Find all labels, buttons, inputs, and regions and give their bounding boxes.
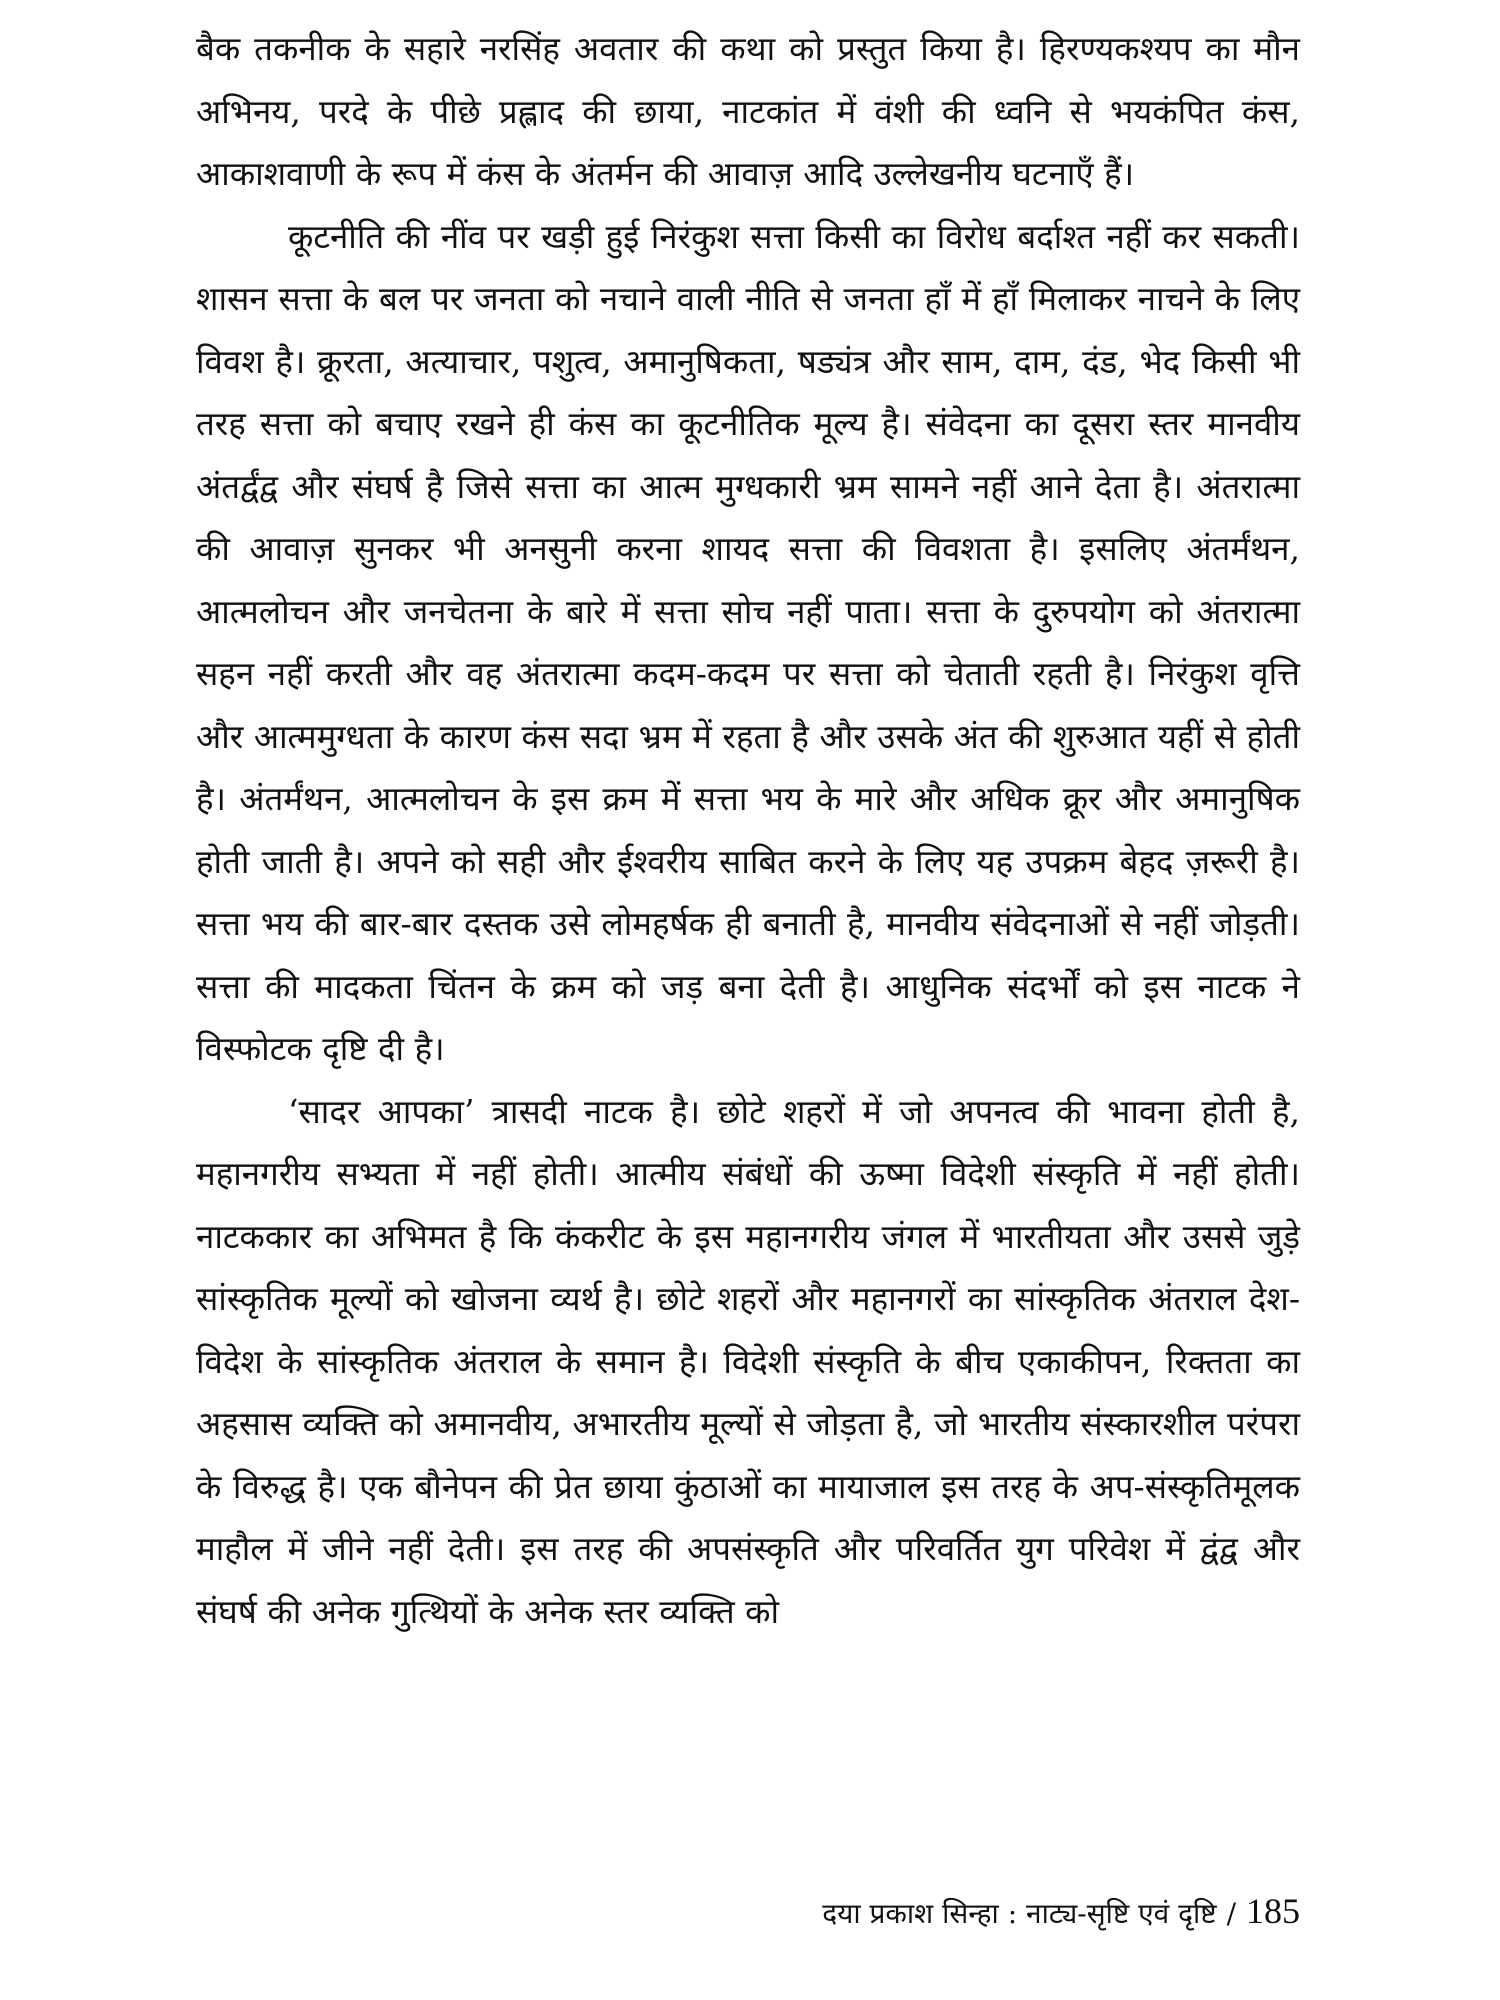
paragraph-2: कूटनीति की नींव पर खड़ी हुई निरंकुश सत्ता किसी का विरोध बर्दाश्त नहीं कर सकती। शासन सत्ता के बल पर जनता को नचाने वाली नीति से जनता हाँ में हाँ मिलाकर नाचने के लिए विवश है। क्रूरता, अत्याचार, पशुत्व, अमानुषिकता, षड्यंत्र और साम, दाम, दंड, भेद किसी भी तरह सत्ता को बचाए रखने ही कंस का कूटनीतिक मूल्य है। संवेदना का दूसरा स्तर मानवीय अंतर्द्वंद्व और संघर्ष है जिसे सत्ता का आत्म मुग्धकारी भ्रम सामने नहीं आने देता है। अंतरात्मा की आवाज़ सुनकर भी अनसुनी करना शायद सत्ता की विवशता है। इसलिए अंतर्मंथन, आत्मलोचन और जनचेतना के बारे में सत्ता सोच नहीं पाता। सत्ता के दुरुपयोग को अंतरात्मा सहन नहीं करती और वह अंतरात्मा कदम-कदम पर सत्ता को चेताती रहती है। निरंकुश वृत्ति और आत्ममुग्धता के कारण कंस सदा भ्रम में रहता है और उसके अंत की शुरुआत यहीं से होती है। अंतर्मंथन, आत्मलोचन के इस क्रम में सत्ता भय के मारे और अधिक क्रूर और अमानुषिक होती जाती है। अपने को सही और ईश्वरीय साबित करने के लिए यह उपक्रम बेहद ज़रूरी है। सत्ता भय की बार-बार दस्तक उसे लोमहर्षक ही बनाती है, मानवीय संवेदनाओं से नहीं जोड़ती। सत्ता की मादकता चिंतन के क्रम को जड़ बना देती है। आधुनिक संदर्भों को इस नाटक ने विस्फोटक दृष्टि दी है। [196,216,1300,1068]
paragraph-1: बैक तकनीक के सहारे नरसिंह अवतार की कथा को प्रस्तुत किया है। हिरण्यकश्यप का मौन अभिनय, परदे के पीछे प्रह्लाद की छाया, नाटकांत में वंशी की ध्वनि से भयकंपित कंस, आकाशवाणी के रूप में कंस के अंतर्मन की आवाज़ आदि उल्लेखनीय घटनाएँ हैं। [196,29,1300,193]
running-title: दया प्रकाश सिन्हा : नाट्य-सृष्टि एवं दृष्टि [822,1897,1217,1930]
paragraph-3: ‘सादर आपका’ त्रासदी नाटक है। छोटे शहरों में जो अपनत्व की भावना होती है, महानगरीय सभ्यता में नहीं होती। आत्मीय संबंधों की ऊष्मा विदेशी संस्कृति में नहीं होती। नाटककार का अभिमत है कि कंकरीट के इस महानगरीय जंगल में भारतीयता और उससे जुड़े सांस्कृतिक मूल्यों को खोजना व्यर्थ है। छोटे शहरों और महानगरों का सांस्कृतिक अंतराल देश-विदेश के सांस्कृतिक अंतराल के समान है। विदेशी संस्कृति के बीच एकाकीपन, रिक्तता का अहसास व्यक्ति को अमानवीय, अभारतीय मूल्यों से जोड़ता है, जो भारतीय संस्कारशील परंपरा के विरुद्ध है। एक बौनेपन की प्रेत छाया कुंठाओं का मायाजाल इस तरह के अप-संस्कृतिमूलक माहौल में जीने नहीं देती। इस तरह की अपसंस्कृति और परिवर्तित युग परिवेश में द्वंद्व और संघर्ष की अनेक गुत्थियों के अनेक स्तर व्यक्ति को [196,1091,1300,1631]
body-text [196,18,1300,1643]
page-footer [822,1890,1300,1932]
footer-separator: / [1226,1897,1236,1930]
page-number: 185 [1246,1891,1300,1931]
